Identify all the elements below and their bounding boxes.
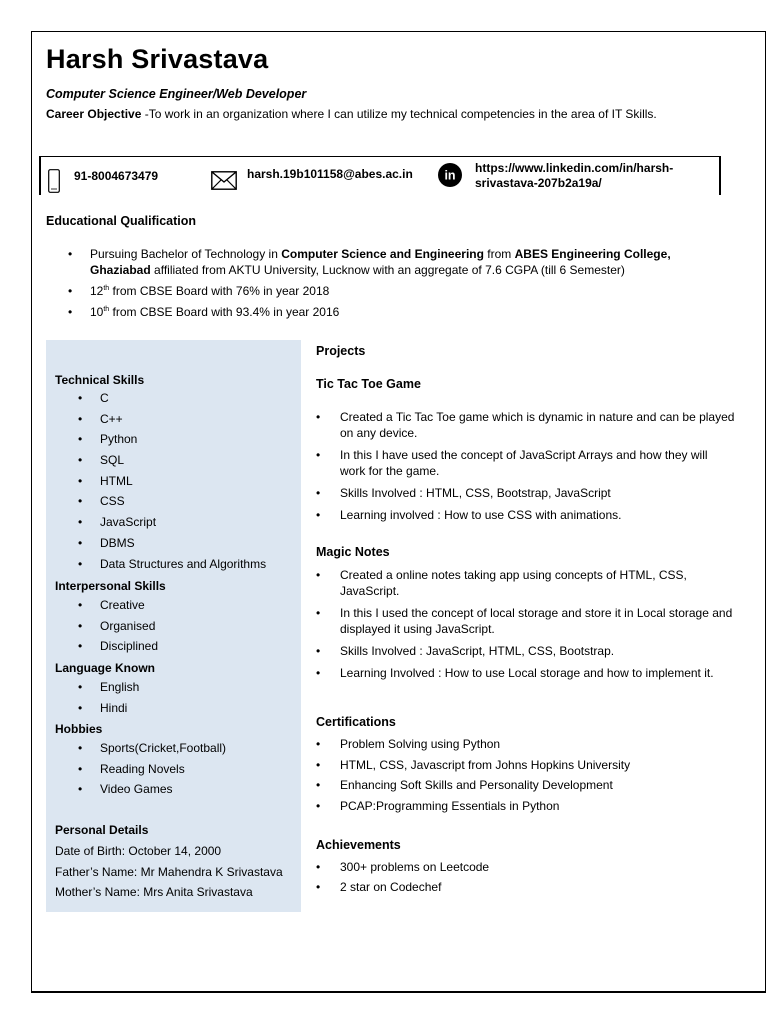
project-bullet: • Skills Involved : JavaScript, HTML, CSS, Bootstrap.: [316, 643, 736, 659]
linkedin-url-line2: srivastava-207b2a19a/: [475, 176, 602, 190]
email-icon: [211, 171, 237, 195]
skill-item: • Python: [100, 431, 300, 452]
certifications-title: Certifications: [316, 715, 396, 729]
achievement-item: • 2 star on Codechef: [316, 879, 736, 895]
technical-skills-title: Technical Skills: [55, 373, 145, 387]
btech-mid: from: [483, 247, 515, 261]
edu-twelfth: [90, 283, 730, 299]
svg-text:in: in: [444, 168, 456, 183]
skill-item: • C++: [100, 411, 300, 432]
skill-item: • JavaScript: [100, 514, 300, 535]
twelfth-num: 12: [90, 284, 104, 298]
contact-divider-left: [39, 157, 41, 195]
btech-college: ABES Engineering College, Ghaziabad: [90, 247, 671, 277]
technical-skills-list: [100, 390, 300, 576]
linkedin-icon: [438, 163, 462, 192]
job-subtitle: Computer Science Engineer/Web Developer: [46, 87, 307, 101]
personal-details: [55, 841, 283, 903]
skill-item: • DBMS: [100, 535, 300, 556]
project-tictactoe-title: Tic Tac Toe Game: [316, 377, 421, 391]
projects-title: Projects: [316, 344, 366, 358]
linkedin-url-line1: https://www.linkedin.com/in/harsh-: [475, 161, 674, 175]
interpersonal-skills-title: Interpersonal Skills: [55, 579, 166, 593]
edu-btech: [90, 246, 730, 278]
candidate-name: Harsh Srivastava: [46, 44, 269, 74]
project-magicnotes-title: Magic Notes: [316, 545, 390, 559]
interpersonal-skills-list: [100, 597, 300, 659]
interpersonal-item: • Disciplined: [100, 638, 300, 659]
interpersonal-item: • Organised: [100, 618, 300, 639]
personal-details-title: Personal Details: [55, 823, 149, 837]
project-bullet: • Learning Involved : How to use Local storage and how to implement it.: [316, 665, 736, 681]
skill-item: • C: [100, 390, 300, 411]
achievements-list: [316, 859, 736, 899]
certification-item: • Enhancing Soft Skills and Personality Development: [316, 777, 736, 793]
project-bullet: • Skills Involved : HTML, CSS, Bootstrap, JavaScript: [316, 485, 736, 501]
objective-label: Career Objective: [46, 107, 142, 121]
father-name: Father’s Name: Mr Mahendra K Srivastava: [55, 864, 283, 879]
project-tictactoe-list: [316, 409, 736, 529]
phone-icon: [48, 169, 60, 198]
skill-item: • HTML: [100, 473, 300, 494]
skills-sidebar: [46, 340, 301, 912]
skill-item: • SQL: [100, 452, 300, 473]
twelfth-sup: th: [103, 285, 110, 292]
achievement-item: • 300+ problems on Leetcode: [316, 859, 736, 875]
project-bullet: • In this I used the concept of local storage and store it in Local storage and displayed it using JavaScript.: [316, 605, 736, 637]
career-objective: [46, 107, 657, 121]
project-bullet: • Created a Tic Tac Toe game which is dynamic in nature and can be played on any device.: [316, 409, 736, 441]
certifications-list: [316, 736, 736, 818]
tenth-sup: th: [103, 306, 110, 313]
twelfth-text: from CBSE Board with 76% in year 2018: [109, 284, 330, 298]
achievements-title: Achievements: [316, 838, 401, 852]
btech-branch: Computer Science and Engineering: [281, 247, 484, 261]
phone-number: 91-8004673479: [74, 169, 159, 183]
btech-prefix: Pursuing Bachelor of Technology in: [90, 247, 282, 261]
project-magicnotes-list: [316, 567, 736, 687]
tenth-num: 10: [90, 305, 104, 319]
project-bullet: • In this I have used the concept of JavaScript Arrays and how they will work for the game.: [316, 447, 736, 479]
linkedin-url: [475, 161, 673, 191]
contact-bar: [39, 156, 721, 195]
hobby-item: • Sports(Cricket,Football): [100, 740, 300, 761]
education-title: Educational Qualification: [46, 214, 197, 228]
certification-item: • PCAP:Programming Essentials in Python: [316, 798, 736, 814]
btech-details: affiliated from AKTU University, Lucknow with an aggregate of 7.6 CGPA (till 6 Semester): [150, 263, 625, 277]
edu-tenth: [90, 304, 730, 320]
language-item: • English: [100, 679, 300, 700]
email-address: harsh.19b101158@abes.ac.in: [247, 167, 413, 181]
skill-item: • Data Structures and Algorithms: [100, 556, 300, 577]
objective-text: -To work in an organization where I can utilize my technical competencies in the area of IT Skills.: [141, 107, 657, 121]
skill-item: • CSS: [100, 493, 300, 514]
language-item: • Hindi: [100, 700, 300, 721]
hobbies-list: [100, 740, 300, 802]
project-bullet: • Created a online notes taking app using concepts of HTML, CSS, JavaScript.: [316, 567, 736, 599]
certification-item: • HTML, CSS, Javascript from Johns Hopkins University: [316, 757, 736, 773]
hobby-item: • Reading Novels: [100, 761, 300, 782]
hobby-item: • Video Games: [100, 781, 300, 802]
project-bullet: • Learning involved : How to use CSS with animations.: [316, 507, 736, 523]
language-list: [100, 679, 300, 720]
date-of-birth: Date of Birth: October 14, 2000: [55, 844, 222, 858]
certification-item: • Problem Solving using Python: [316, 736, 736, 752]
language-title: Language Known: [55, 661, 155, 675]
tenth-text: from CBSE Board with 93.4% in year 2016: [109, 305, 340, 319]
education-list: [90, 246, 730, 325]
interpersonal-item: • Creative: [100, 597, 300, 618]
mother-name: Mother’s Name: Mrs Anita Srivastava: [55, 885, 253, 899]
hobbies-title: Hobbies: [55, 722, 103, 736]
contact-divider-right: [719, 157, 721, 195]
